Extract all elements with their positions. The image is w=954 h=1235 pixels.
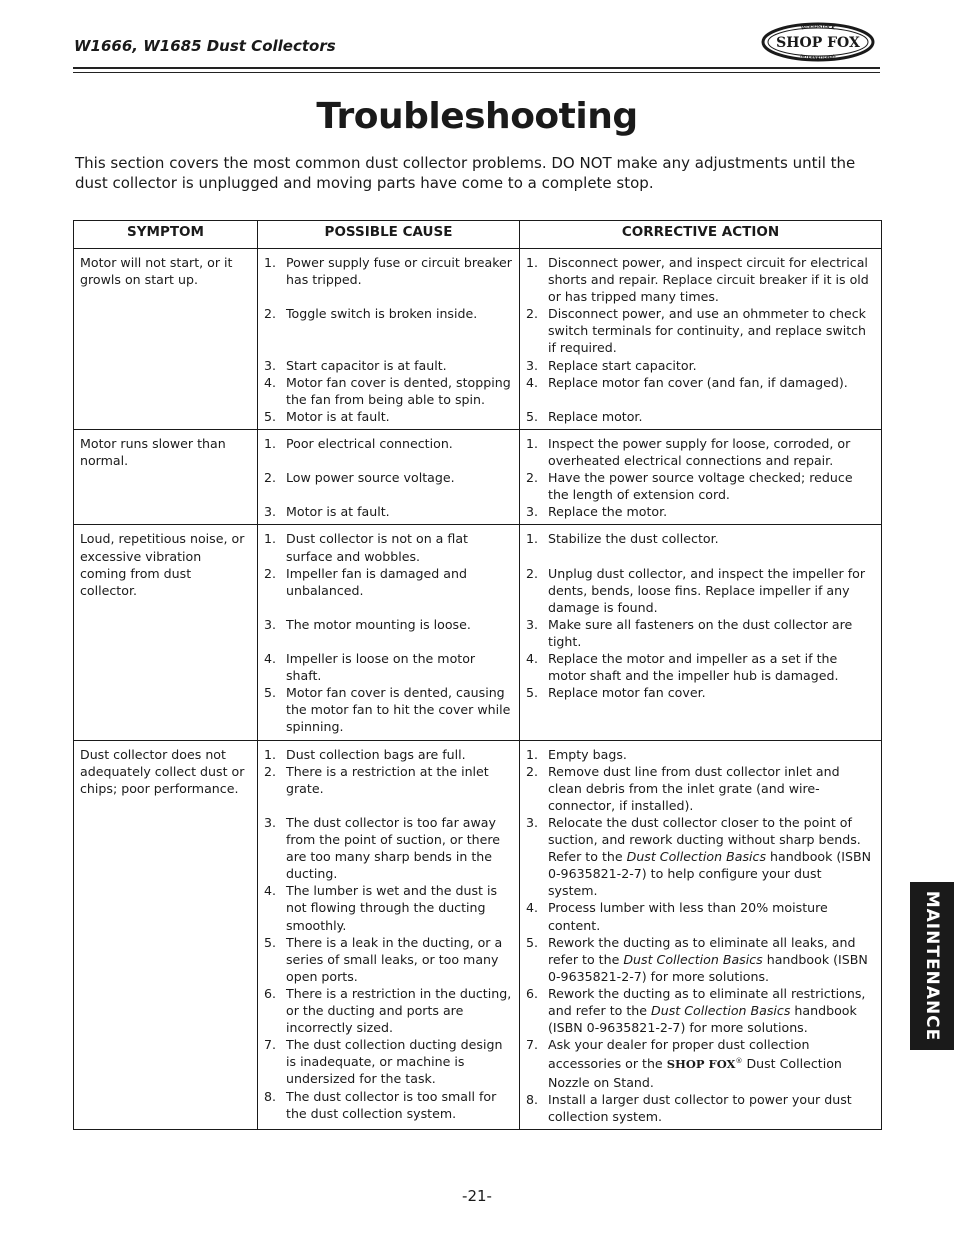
- page-number: -21-: [462, 1187, 492, 1205]
- item-number: 1.: [526, 531, 539, 547]
- item-text: Low power source voltage.: [286, 470, 455, 486]
- item-number: 5.: [526, 685, 539, 701]
- cause-item: [264, 1088, 513, 1122]
- logo-arc-top: WOODSTOCK: [800, 24, 836, 32]
- item-number: 1.: [264, 435, 277, 451]
- action-list: [526, 254, 875, 425]
- item-text: Inspect the power supply for loose, corroded, or overheated electrical connections and repair.: [548, 435, 851, 469]
- cause-item: [264, 254, 513, 288]
- item-text: Ask your dealer for proper dust collection accessories or the: [548, 1037, 810, 1072]
- item-text: Install a larger dust collector to power your dust collection system.: [548, 1091, 852, 1124]
- item-text: Replace motor fan cover (and fan, if damaged).: [548, 374, 848, 390]
- cause-item: [264, 503, 513, 520]
- action-list: [526, 530, 875, 701]
- item-text: Dust collection bags are full.: [286, 746, 466, 762]
- handbook-title: Dust Collection Basics: [623, 951, 763, 967]
- item-text: Motor is at fault.: [286, 408, 390, 424]
- action-item: [526, 530, 875, 547]
- handbook-title: Dust Collection Basics: [651, 1003, 791, 1019]
- possible-cause-cell: [258, 525, 520, 740]
- item-number: 6.: [526, 985, 539, 1001]
- action-item: [526, 746, 875, 763]
- cause-item: [264, 650, 513, 684]
- header-symptom: SYMPTOM: [74, 221, 258, 249]
- item-text: Have the power source voltage checked; reduce the length of extension cord.: [548, 470, 853, 503]
- item-number: 2.: [526, 565, 539, 581]
- item-text: Rework the ducting as to eliminate all restrictions, and refer to the: [548, 985, 866, 1019]
- side-tab-label: MAINTENANCE: [922, 890, 942, 1042]
- handbook-title: Dust Collection Basics: [626, 849, 767, 865]
- cause-item: [264, 616, 513, 633]
- item-text: The motor mounting is loose.: [286, 616, 471, 632]
- header-rule: [73, 67, 880, 69]
- cause-list: [264, 746, 513, 1122]
- item-number: 8.: [264, 1088, 277, 1104]
- item-number: 1.: [526, 435, 539, 451]
- symptom-cell: Motor runs slower than normal.: [74, 429, 258, 524]
- action-item: [526, 357, 875, 374]
- table-row: [74, 525, 882, 740]
- action-item: [526, 408, 875, 425]
- action-list: [526, 435, 875, 520]
- logo-arc-bottom: INTERNATIONAL: [799, 53, 837, 61]
- item-text: Replace motor fan cover.: [548, 685, 706, 701]
- troubleshooting-table: [73, 220, 882, 1130]
- action-item: [526, 503, 875, 520]
- action-item: [526, 650, 875, 684]
- item-number: 5.: [526, 934, 539, 950]
- action-item: [526, 1091, 875, 1125]
- item-text: There is a leak in the ducting, or a series of small leaks, or too many open ports.: [286, 934, 503, 984]
- item-number: 2.: [264, 763, 277, 779]
- item-number: 1.: [264, 255, 277, 270]
- item-number: 2.: [526, 470, 539, 486]
- item-text: Dust Collection Nozzle on Stand.: [548, 1056, 842, 1090]
- cause-item: [264, 435, 513, 452]
- symptom-cell: Motor will not start, or it growls on start up.: [74, 249, 258, 430]
- item-number: 2.: [264, 306, 277, 322]
- corrective-action-cell: [520, 249, 882, 430]
- item-text: Empty bags.: [548, 746, 627, 762]
- item-number: 5.: [526, 408, 539, 424]
- action-item: [526, 985, 875, 1036]
- item-text: Motor fan cover is dented, stopping the fan from being able to spin.: [286, 374, 511, 407]
- item-number: 5.: [264, 685, 277, 701]
- table-row: [74, 740, 882, 1129]
- item-number: 7.: [264, 1037, 277, 1053]
- item-number: 3.: [526, 504, 539, 520]
- action-item: [526, 763, 875, 814]
- item-text: handbook (ISBN 0-9635821-2-7) to help configure your dust system.: [548, 849, 872, 899]
- cause-item: [264, 882, 513, 933]
- item-text: Make sure all fasteners on the dust collector are tight.: [548, 616, 853, 650]
- action-item: [526, 435, 875, 469]
- cause-item: [264, 374, 513, 408]
- item-number: 1.: [264, 746, 277, 762]
- cause-item: [264, 814, 513, 882]
- table-row: [74, 249, 882, 430]
- item-text: The lumber is wet and the dust is not flowing through the ducting smoothly.: [286, 883, 498, 933]
- item-text: Stabilize the dust collector.: [548, 531, 719, 547]
- cause-list: [264, 530, 513, 735]
- registered-mark: ®: [735, 1057, 743, 1066]
- cause-item: [264, 746, 513, 763]
- header-title: W1666, W1685 Dust Collectors: [74, 37, 336, 55]
- cause-item: [264, 357, 513, 374]
- cause-item: [264, 305, 513, 322]
- page-title: Troubleshooting: [316, 96, 638, 137]
- item-number: 3.: [264, 357, 277, 373]
- action-item: [526, 469, 875, 503]
- action-item: [526, 565, 875, 616]
- item-number: 4.: [264, 883, 277, 899]
- corrective-action-cell: [520, 525, 882, 740]
- item-text: Process lumber with less than 20% moisture content.: [548, 900, 828, 933]
- header-possible-cause: POSSIBLE CAUSE: [258, 221, 520, 249]
- item-text: There is a restriction at the inlet grate.: [286, 763, 489, 796]
- item-number: 5.: [264, 408, 277, 424]
- cause-item: [264, 934, 513, 985]
- item-text: Motor fan cover is dented, causing the motor fan to hit the cover while spinning.: [286, 685, 511, 735]
- cause-item: [264, 530, 513, 564]
- item-number: 6.: [264, 985, 277, 1001]
- item-number: 1.: [526, 746, 539, 762]
- item-number: 3.: [264, 616, 277, 632]
- header-rule-thin: [73, 72, 880, 73]
- action-list: [526, 746, 875, 1125]
- table-row: [74, 429, 882, 524]
- item-number: 4.: [526, 651, 539, 667]
- item-text: The dust collector is too far away from the point of suction, or there are too many sharp bends in the ducting.: [286, 814, 501, 882]
- header-corrective-action: CORRECTIVE ACTION: [520, 221, 882, 249]
- item-text: Relocate the dust collector closer to the point of suction, and rework ducting without sharp bends. Refer to the: [548, 814, 861, 865]
- cause-item: [264, 1036, 513, 1087]
- item-text: Impeller fan is damaged and unbalanced.: [286, 565, 467, 598]
- item-number: 7.: [526, 1037, 539, 1053]
- item-number: 4.: [264, 651, 277, 667]
- item-text: Replace start capacitor.: [548, 357, 697, 373]
- item-number: 3.: [526, 357, 539, 373]
- action-item: [526, 374, 875, 391]
- item-text: Disconnect power, and use an ohmmeter to check switch terminals for continuity, and replace switch if required.: [548, 306, 867, 356]
- item-text: Replace the motor.: [548, 504, 668, 520]
- action-item: [526, 814, 875, 899]
- action-item: [526, 684, 875, 701]
- cause-item: [264, 408, 513, 425]
- item-text: Disconnect power, and inspect circuit for electrical shorts and repair. Replace circuit breaker if it is old or has tripped many times.: [548, 255, 869, 305]
- item-number: 2.: [264, 470, 277, 486]
- item-text: The dust collector is too small for the dust collection system.: [286, 1088, 497, 1121]
- action-item: [526, 305, 875, 356]
- item-text: Remove dust line from dust collector inlet and clean debris from the inlet grate (and wire-connector, if installed).: [548, 763, 840, 813]
- action-item: [526, 616, 875, 650]
- cause-item: [264, 565, 513, 599]
- logo-text: SHOP FOX: [776, 35, 860, 51]
- maintenance-side-tab: [910, 882, 954, 1050]
- item-number: 4.: [526, 374, 539, 390]
- item-text: Rework the ducting as to eliminate all leaks, and refer to the: [548, 934, 856, 967]
- action-item: [526, 934, 875, 985]
- cause-item: [264, 763, 513, 797]
- item-number: 1.: [264, 531, 277, 547]
- item-number: 5.: [264, 934, 277, 950]
- item-number: 2.: [264, 565, 277, 581]
- item-text: There is a restriction in the ducting, or the ducting and ports are incorrectly sized.: [286, 985, 512, 1036]
- item-number: 3.: [264, 814, 277, 830]
- action-item: [526, 899, 875, 933]
- item-text: The dust collection ducting design is inadequate, or machine is undersized for the task.: [286, 1037, 503, 1087]
- possible-cause-cell: [258, 429, 520, 524]
- item-number: 4.: [264, 374, 277, 390]
- item-text: Dust collector is not on a flat surface and wobbles.: [286, 531, 468, 564]
- item-number: 3.: [526, 616, 539, 632]
- action-item: [526, 254, 875, 305]
- cause-item: [264, 684, 513, 735]
- action-item: [526, 1036, 875, 1090]
- symptom-cell: Loud, repetitious noise, or excessive vibration coming from dust collector.: [74, 525, 258, 740]
- item-text: Poor electrical connection.: [286, 435, 453, 451]
- cause-list: [264, 435, 513, 520]
- item-text: handbook (ISBN 0-9635821-2-7) for more solutions.: [548, 951, 868, 984]
- item-number: 4.: [526, 900, 539, 916]
- cause-list: [264, 254, 513, 425]
- item-number: 3.: [264, 504, 277, 520]
- item-text: Power supply fuse or circuit breaker has tripped.: [286, 255, 512, 288]
- corrective-action-cell: [520, 740, 882, 1129]
- table-header-row: [74, 221, 882, 249]
- item-number: 2.: [526, 763, 539, 779]
- cause-item: [264, 985, 513, 1036]
- possible-cause-cell: [258, 740, 520, 1129]
- symptom-cell: Dust collector does not adequately collect dust or chips; poor performance.: [74, 740, 258, 1129]
- item-text: Impeller is loose on the motor shaft.: [286, 651, 476, 684]
- cause-item: [264, 469, 513, 486]
- troubleshooting-table-container: [73, 220, 881, 1130]
- item-text: Toggle switch is broken inside.: [286, 306, 478, 322]
- possible-cause-cell: [258, 249, 520, 430]
- corrective-action-cell: [520, 429, 882, 524]
- item-number: 8.: [526, 1091, 539, 1107]
- shop-fox-logo: [760, 22, 876, 62]
- intro-paragraph: This section covers the most common dust collector problems. DO NOT make any adjustments until the dust collector is unplugged and moving parts have come to a complete stop.: [75, 154, 856, 192]
- item-number: 3.: [526, 814, 539, 830]
- item-text: Unplug dust collector, and inspect the impeller for dents, bends, loose fins. Replace impeller if any damage is found.: [548, 565, 866, 615]
- item-text: Replace motor.: [548, 408, 643, 424]
- item-text: Motor is at fault.: [286, 504, 390, 520]
- item-number: 1.: [526, 255, 539, 270]
- brand-name: SHOP FOX: [666, 1057, 736, 1072]
- item-text: Start capacitor is at fault.: [286, 357, 447, 373]
- item-number: 2.: [526, 306, 539, 322]
- item-text: Replace the motor and impeller as a set if the motor shaft and the impeller hub is damaged.: [548, 651, 839, 684]
- item-text: handbook (ISBN 0-9635821-2-7) for more solutions.: [548, 1003, 857, 1036]
